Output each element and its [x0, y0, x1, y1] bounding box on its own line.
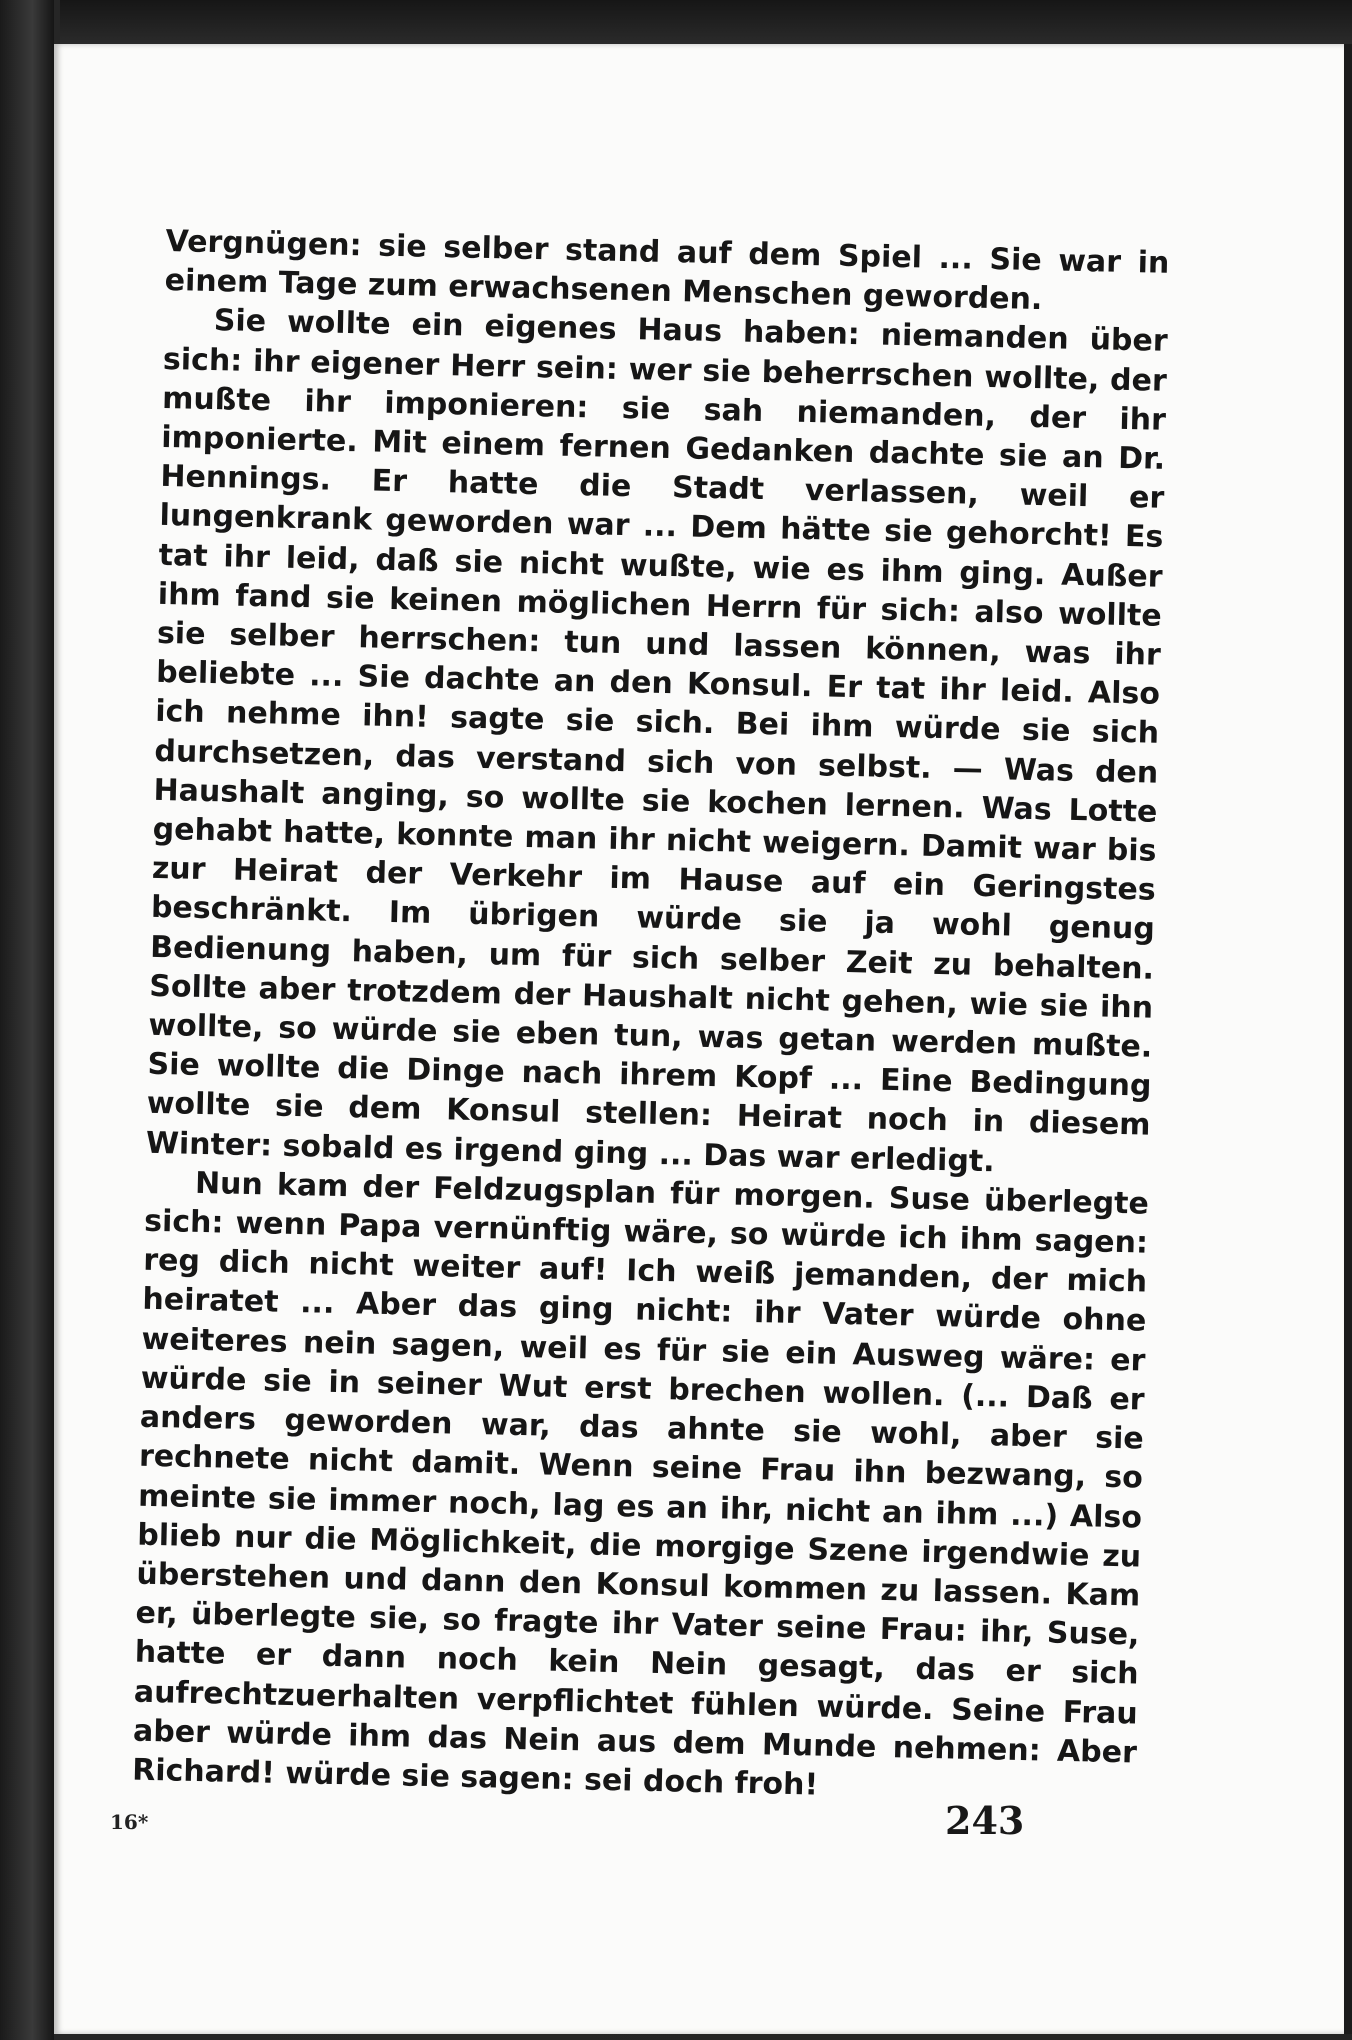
- paragraph-1: Vergnügen: sie selber stand auf dem Spiel ... Sie war in einem Tage zum erwachsenen Menschen geworden.: [164, 223, 1170, 318]
- page-number: 243: [945, 1798, 1025, 1843]
- printer-signature-mark: 16*: [110, 1810, 149, 1834]
- previous-page-edge: [0, 0, 54, 2040]
- page-body-text: [132, 222, 1170, 1812]
- paragraph-3: Nun kam der Feldzugsplan für morgen. Suse überlegte sich: wenn Papa vernünftig wäre, so würde ich ihm sagen: reg dich nicht weiter auf! Ich weiß jemanden, der mich heiratet ... Aber das ging nicht: ihr Vater würde ohne weiteres nein sagen, weil es für sie ein Ausweg wäre: er würde sie in seiner Wut erst brechen wollen. (... Daß er anders geworden war, das ahnte sie wohl, aber sie rechnete nicht damit. Wenn seine Frau ihn bezwang, so meinte sie immer noch, lag es an ihr, nicht an ihm ...) Also blieb nur die Möglichkeit, die morgige Szene irgendwie zu überstehen und dann den Konsul kommen zu lassen. Kam er, überlegte sie, so fragte ihr Vater seine Frau: ihr, Suse, hatte er dann noch kein Nein gesagt, das er sich aufrechtzuerhalten verpflichtet fühlen würde. Seine Frau aber würde ihm das Nein aus dem Munde nehmen: Aber Richard! würde sie sagen: sei doch froh!: [131, 1165, 1150, 1803]
- book-page: [54, 44, 1352, 2034]
- paragraph-2: Sie wollte ein eigenes Haus haben: niemanden über sich: ihr eigener Herr sein: wer sie beherrschen wollte, der mußte ihr imponieren: sie sah niemanden, der ihr imponierte. Mit einem fernen Gedanken dachte sie an Dr. Hennings. Er hatte die Stadt verlassen, weil er lungenkrank geworden war ... Dem hätte sie gehorcht! Es tat ihr leid, daß sie nicht wußte, wie es ihm ging. Außer ihm fand sie keinen möglichen Herrn für sich: also wollte sie selber herrschen: tun und lassen können, was ihr beliebte ... Sie dachte an den Konsul. Er tat ihr leid. Also ich nehme ihn! sagte sie sich. Bei ihm würde sie sich durchsetzen, das verstand sich von selbst. — Was den Haushalt anging, so wollte sie kochen lernen. Was Lotte gehabt hatte, konnte man ihr nicht weigern. Damit war bis zur Heirat der Verkehr im Hause auf ein Geringstes beschränkt. Im übrigen würde sie ja wohl genug Bedienung haben, um für sich selber Zeit zu behalten. Sollte aber trotzdem der Haushalt nicht gehen, wie sie ihn wollte, so würde sie eben tun, was getan werden mußte. Sie wollte die Dinge nach ihrem Kopf ... Eine Bedingung wollte sie dem Konsul stellen: Heirat noch in diesem Winter: sobald es irgend ging ... Das war erledigt.: [145, 303, 1169, 1179]
